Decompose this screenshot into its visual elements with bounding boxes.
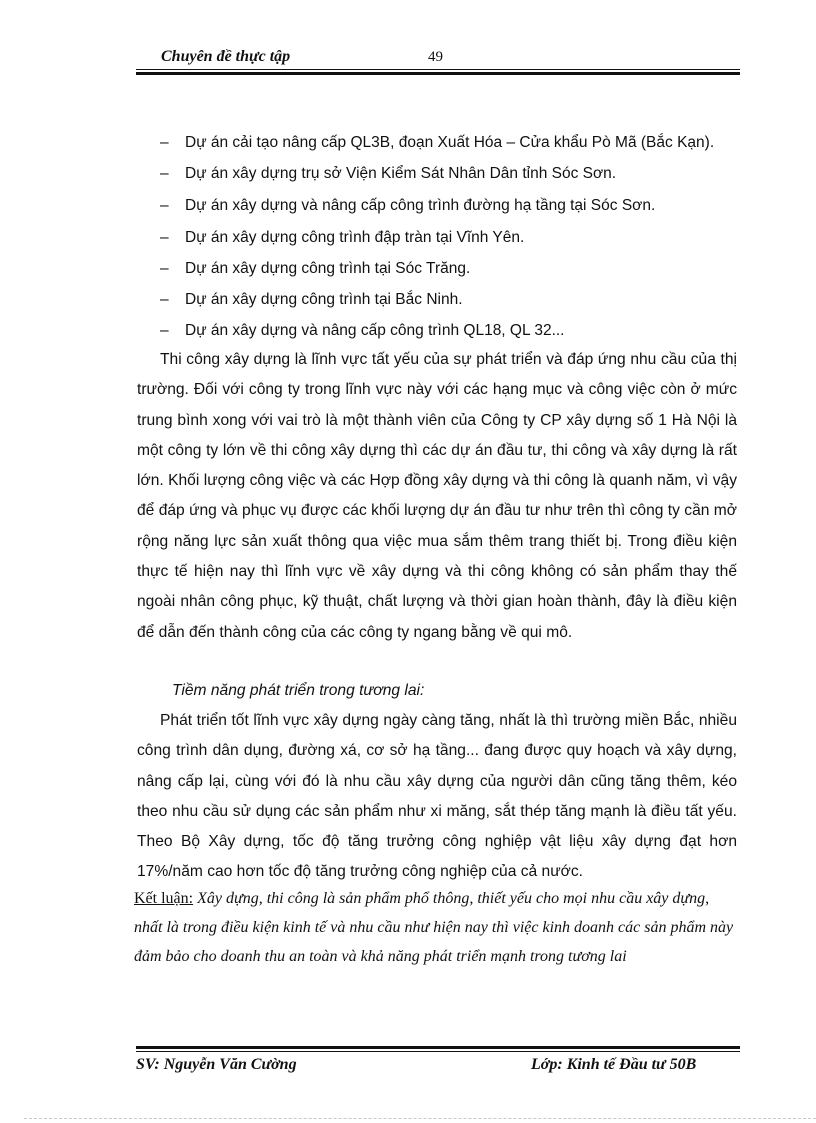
list-item: – Dự án xây dựng công trình tại Sóc Trăng. xyxy=(160,260,471,277)
section-subheading: Tiềm năng phát triển trong tương lai: xyxy=(172,682,425,699)
list-item: – Dự án xây dựng và nâng cấp công trình đường hạ tầng tại Sóc Sơn. xyxy=(160,197,656,214)
bullet-dash: – xyxy=(160,322,169,339)
paragraph-potential: Phát triển tốt lĩnh vực xây dựng ngày càng tăng, nhất là thì trường miền Bắc, nhiều công trình dân dụng, đường xá, cơ sở hạ tầng... đang được quy hoạch và xây dựng, nâng cấp lại, cùng với đó là nhu cầu xây dựng của người dân cũng tăng thêm, kéo theo nhu cầu sử dụng các sản phẩm như xi măng, sắt thép tăng mạnh là điều tất yếu. Theo Bộ Xây dựng, tốc độ tăng trưởng công nghiệp vật liệu xây dựng đạt hơn 17%/năm cao hơn tốc độ tăng trưởng công nghiệp của cả nước. xyxy=(137,712,737,881)
list-item: – Dự án xây dựng trụ sở Viện Kiểm Sát Nhân Dân tỉnh Sóc Sơn. xyxy=(160,165,617,182)
bullet-dash: – xyxy=(160,229,169,246)
list-item: – Dự án xây dựng công trình đập tràn tại Vĩnh Yên. xyxy=(160,229,525,246)
bullet-dash: – xyxy=(160,197,169,214)
footer-student: SV: Nguyễn Văn Cường xyxy=(136,1056,297,1073)
footer-rule-thin xyxy=(136,1051,740,1052)
header-rule-thick xyxy=(136,72,740,75)
bullet-dash: – xyxy=(160,291,169,308)
paragraph-market: Thi công xây dựng là lĩnh vực tất yếu của sự phát triển và đáp ứng nhu cầu của thị trường. Đối với công ty trong lĩnh vực này với các hạng mục và công việc còn ở mức trung bình xong với vai trò là một thành viên của Công ty CP xây dựng số 1 Hà Nội là một công ty lớn về thi công xây dựng thì các dự án đầu tư, thi công và xây dựng là rất lớn. Khối lượng công việc và các Hợp đồng xây dựng và thi công là quanh năm, vì vậy để đáp ứng và phục vụ được các khối lượng dự án đầu tư như trên thì công ty cần mở rộng năng lực sản xuất thông qua việc mua sắm thêm trang thiết bị. Trong điều kiện thực tế hiện nay thì lĩnh vực về xây dựng và thi công không có sản phẩm thay thế ngoài nhân công phục, kỹ thuật, chất lượng và thời gian hoàn thành, đây là điều kiện để dẫn đến thành công của các công ty ngang bằng về qui mô. xyxy=(137,351,737,641)
conclusion-label: Kết luận: xyxy=(134,890,194,907)
footer-class: Lớp: Kinh tế Đầu tư 50B xyxy=(531,1056,697,1073)
footer-rule-thick xyxy=(136,1046,740,1049)
header-title: Chuyên đề thực tập xyxy=(161,48,291,65)
list-item: – Dự án xây dựng công trình tại Bắc Ninh. xyxy=(160,291,463,308)
list-item: – Dự án cải tạo nâng cấp QL3B, đoạn Xuất Hóa – Cửa khẩu Pò Mã (Bắc Kạn). xyxy=(160,134,715,151)
page-number: 49 xyxy=(428,49,443,65)
bullet-dash: – xyxy=(160,260,169,277)
conclusion xyxy=(134,884,740,971)
bullet-dash: – xyxy=(160,134,169,151)
conclusion-text: Xây dựng, thi công là sản phẩm phổ thông, thiết yếu cho mọi nhu cầu xây dựng, nhất là trong điều kiện kinh tế và nhu cầu như hiện nay thì việc kinh doanh các sản phẩm này đảm bảo cho doanh thu an toàn và khả năng phát triển mạnh trong tương lai xyxy=(134,890,734,965)
list-item: – Dự án xây dựng và nâng cấp công trình QL18, QL 32... xyxy=(160,322,565,339)
bullet-dash: – xyxy=(160,165,169,182)
page-edge-line xyxy=(24,1118,816,1119)
header-rule-thin xyxy=(136,69,740,70)
